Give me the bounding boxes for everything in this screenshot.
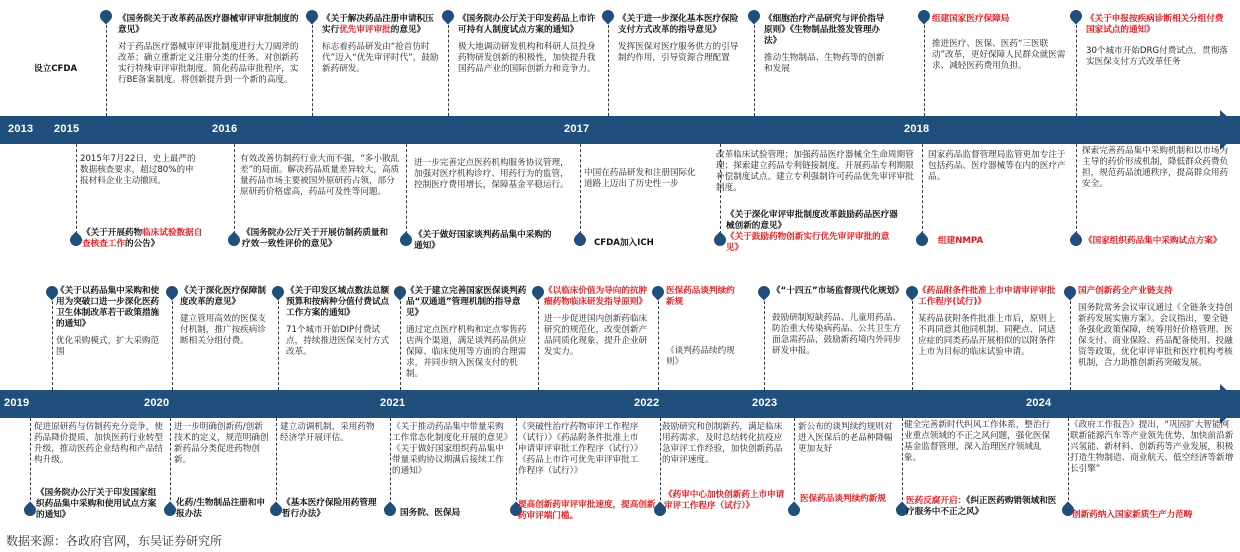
year-label: 2021	[380, 397, 406, 409]
event-desc: 鼓励研制短缺药品、儿童用药品、防治重大传染病药品、公共卫生方面急需药品，鼓励新药境内外同步研发申报。	[772, 313, 901, 356]
event-2024-bottom	[1070, 420, 1234, 475]
event-2023-bottom-a-title	[800, 494, 892, 505]
event-desc: 优化采购模式，扩大采购范围	[56, 336, 160, 357]
event-2019-bottom-title	[36, 488, 164, 521]
event-title: 《药审中心加快创新药上市申请审评工作程序（试行）》	[664, 490, 785, 511]
event-2017-top-b	[764, 14, 890, 75]
event-title: 《关于深化医疗保障制度改革的意见》	[180, 286, 266, 307]
event-2016-top-a	[322, 14, 440, 75]
year-label: 2023	[752, 397, 778, 409]
event-marker-icon	[746, 8, 763, 25]
event-marker-icon	[1062, 284, 1079, 301]
event-marker-icon	[1068, 8, 1085, 25]
event-desc: 建立管用高效的医保支付机制，推广按疾病诊断相关分组付费。	[180, 314, 266, 346]
event-marker-icon	[572, 232, 589, 249]
event-desc: 进一步明确创新药/创新技术的定义，规范明确创新药品分类促进药物创新。	[174, 422, 269, 465]
event-2020-bottom-b-title	[282, 498, 382, 520]
event-2023-bottom-b	[904, 420, 1058, 464]
event-title: 《关于建立完善国家医保谈判药品“双通道”管理机制的指导意见》	[406, 286, 527, 318]
event-desc: 新公布的谈判续约规则对进入医保后的老品种降幅更加友好	[798, 422, 893, 454]
event-2015-bottom	[80, 154, 196, 187]
event-2020-bottom-a	[174, 422, 270, 466]
timeline-band-1	[0, 116, 1240, 144]
event-2021-top-b	[544, 286, 652, 358]
event-2016-bottom-b	[414, 158, 570, 191]
event-2019-top	[56, 286, 164, 358]
event-title: 《基本医疗保险用药管理暂行办法》	[282, 498, 377, 519]
event-desc: 进一步促进国内创新药临床研究的规范化，改变创新产品同质化现象，提升企业研发实力。	[544, 314, 648, 357]
event-title: 《国务院办公厅关于开展仿制药质量和疗效一致性评价的意见》	[242, 228, 389, 249]
event-desc: 极大地调动研发机构和科研人员投身药物研发创新的积极性，加快提升我国药品产业的国际创新力和竞争力。	[458, 42, 596, 74]
event-2022-top-a	[666, 286, 738, 368]
event-2021-bottom-b-title	[518, 500, 658, 522]
event-2020-top-a	[180, 286, 270, 347]
event-marker-icon	[304, 8, 321, 25]
event-marker-icon	[226, 232, 243, 249]
event-marker-icon	[650, 284, 667, 301]
event-2024-top	[1078, 286, 1234, 369]
event-marker-icon	[916, 8, 933, 25]
event-title: 《国务院办公厅关于印发国家组织药品集中采购和使用试点方案的通知》	[36, 488, 157, 520]
event-desc: 《关于推动药品集中带量采购工作常态化制度化开展的意见》《关于做好国家组织药品集中带量采购协议期满后接续工作的通知》	[392, 422, 509, 476]
event-desc: 探索完善药品集中采购机制和以市场为主导的药价形成机制，降低群众药费负担，规范药品流通秩序，提高群众用药安全。	[1082, 146, 1229, 189]
event-desc: 进一步完善定点医药机构服务协议管理，加强对医疗机构诊疗、用药行为的监管，控制医疗费用增长，保障基金平稳运行。	[414, 158, 569, 190]
event-marker-icon	[164, 284, 181, 301]
event-title: 《国家组织药品集中采购试点方案》	[1084, 236, 1222, 246]
event-title: 《关于开展药物临床试验数据自查核查工作的公告》	[82, 228, 203, 249]
event-desc: 某药品获附条件批准上市后，原则上不再同意其他同机制、同靶点、同适应症的同类药品开展相似的以附条件上市为目标的临床试验申请。	[918, 314, 1056, 357]
event-2020-bottom-a-title	[176, 498, 270, 520]
event-2017-top-a	[618, 14, 742, 64]
event-desc: 发挥医保对医疗服务供方的引导制约作用，引导资源合理配置	[618, 42, 739, 63]
event-2019-bottom	[34, 422, 164, 466]
event-2020-bottom-b	[280, 422, 380, 444]
event-2016-bottom-b-title	[414, 230, 560, 252]
event-desc: 对于药品医疗器械审评审批制度进行大刀阔斧的改革；确立重新定义注册分类的任务。对创新药实行特殊审评审批制度。简化药品审批程序，实行BE备案制度。将创新提升到一个新的高度。	[118, 42, 299, 85]
event-2017-bottom-b-title	[726, 210, 902, 254]
event-desc: 推进医疗、医保、医药“三医联动”改革，更好保障人民群众就医需求、减轻医药费用负担。	[932, 39, 1066, 71]
event-title: 提高创新药审评审批速度，提高创新药审评端门槛。	[518, 500, 656, 521]
event-title: 《国务院关于改革药品医疗器械审评审批制度的意见》	[118, 14, 299, 35]
year-label: 2018	[904, 123, 930, 135]
data-source-note: 数据来源：各政府官网，东吴证券研究所	[6, 534, 223, 548]
event-title: 《关于印发区域点数法总额预算和按病种分值付费试点工作方案的通知》	[286, 286, 390, 318]
year-label: 2020	[144, 397, 170, 409]
event-2022-bottom-a-title	[664, 490, 790, 512]
event-title: 国务院、医保局	[400, 508, 461, 518]
event-2018-bottom-b	[1082, 146, 1232, 190]
event-title: 组建NMPA	[938, 236, 984, 246]
event-2018-bottom-a-title	[938, 236, 1038, 247]
event-title: 《国务院办公厅关于印发药品上市许可持有人制度试点方案的通知》	[458, 14, 596, 35]
event-title: 医保药品谈判续约新规	[666, 286, 735, 307]
event-desc: 国家药品监督管理局监管更加专注于包括药品、医疗器械等在内的医疗产品。	[928, 150, 1066, 182]
event-2015-top	[118, 14, 306, 86]
event-title: 组建国家医疗保障局	[932, 14, 1010, 24]
year-label: 2019	[4, 397, 30, 409]
event-desc: 《谈判药品续约规则》	[666, 346, 735, 367]
event-title: 化药/生物制品注册和申报办法	[176, 498, 266, 519]
event-desc: 推动生物制品、生物药等的创新和发展	[764, 53, 885, 74]
event-2016-bottom-a	[240, 154, 400, 198]
year-label: 2015	[54, 123, 80, 135]
event-2023-bottom-a	[798, 422, 896, 455]
event-2013-top	[34, 64, 104, 75]
event-title: 《细胞治疗产品研究与评价指导原则》《生物制品批签发管理办法》	[764, 14, 885, 46]
event-title: 《关于以药品集中采购和使用为突破口进一步深化医药卫生体制改革若干政策措施的通知》	[56, 286, 160, 329]
event-desc: 71个城市开始DIP付费试点，持续推进医保支付方式改革。	[286, 325, 390, 357]
year-label: 2024	[1026, 397, 1052, 409]
event-2020-top-b	[286, 286, 392, 358]
event-2021-bottom-a-title	[400, 508, 500, 519]
year-label: 2022	[634, 397, 660, 409]
event-2018-bottom-b-title	[1084, 236, 1236, 247]
event-2023-top	[918, 286, 1058, 358]
event-title: CFDA加入ICH	[594, 238, 654, 248]
timeline-band-2	[0, 390, 1240, 418]
event-desc: 中国在药品研发和注册国际化道路上迈出了历史性一步	[584, 168, 696, 189]
event-desc: 国务院常务会议审议通过《全链条支持创新药发展实施方案》。会议指出，要全链条强化政策保障，统筹用好价格管理、医保支付、商业保险、药品配备使用、投融资等政策，优化审评审批和医疗机构考核机制，合力助推创新药突破发展。	[1078, 303, 1233, 368]
event-marker-icon	[398, 232, 415, 249]
event-title: 《以临床价值为导向的抗肿瘤药物临床研发指导原则》	[544, 286, 648, 307]
event-2022-bottom-a	[662, 422, 786, 466]
event-marker-icon	[600, 8, 617, 25]
event-title: 医药反腐开启：《纠正医药购销领域和医疗服务中不正之风》	[906, 496, 1057, 517]
event-desc: 改革临床试验管理；加强药品医疗器械全生命周期管理；探索建立药品专利链接制度。开展药品专利期限补偿制度试点。建立专利强制许可药品优先审评审批制度。	[716, 150, 914, 193]
event-title: 医保药品谈判续约新规	[800, 494, 886, 504]
event-desc: 2015年7月22日，史上最严的数据核查要求，超过80%的申报材料企业主动撤回。	[80, 154, 196, 186]
event-title: 设立CFDA	[34, 64, 78, 74]
event-title: 《关于申报按疾病诊断相关分组付费国家试点的通知》	[1086, 14, 1224, 35]
event-desc: 建立动调机制，采用药物经济学开展评估。	[280, 422, 375, 443]
year-label: 2017	[564, 123, 590, 135]
event-title: 《关于进一步深化基本医疗保险支付方式改革的指导意见》	[618, 14, 739, 35]
event-2023-bottom-b-title	[906, 496, 1062, 518]
event-2021-bottom-b	[518, 422, 644, 477]
event-marker-icon	[756, 284, 773, 301]
event-marker-icon	[382, 502, 399, 519]
event-2017-bottom-a	[584, 168, 696, 190]
event-2018-top-a	[932, 14, 1066, 72]
event-desc: 促进原研药与仿制药充分竞争，使药品降价提质，加快医药行业转型升级，推动医药企业结构和产品结构升级。	[34, 422, 163, 465]
event-title: 《关于深化审评审批制度改革鼓励药品医疗器械创新的意见》	[726, 210, 898, 231]
event-marker-icon	[1068, 232, 1085, 249]
event-desc: 通过定点医疗机构和定点零售药店两个渠道，满足谈判药品供应保障、临床使用等方面的合理需求，并同步纳入医保支付的机制。	[406, 325, 527, 379]
event-desc: 有效改善仿制药行业大而不强，“多小散乱差”的局面。解决药品质量差异较大，高质量药品市场主要被国外原研药占领，部分原研药价格虚高，药品可及性等问题。	[240, 154, 400, 197]
event-title: 国产创新药全产业链支持	[1078, 286, 1173, 296]
event-desc: 30个城市开始DRG付费试点，贯彻落实医保支付方式改革任务	[1086, 46, 1228, 67]
event-marker-icon	[440, 8, 457, 25]
event-title: 《关于解决药品注册申请积压实行优先审评审批的意见》	[322, 14, 434, 35]
event-2022-top-b	[772, 286, 902, 357]
event-marker-icon	[98, 8, 115, 25]
event-title: 《“十四五”市场监督现代化规划》	[772, 286, 904, 296]
event-desc: 标志着药品研发由“抢首仿时代”迈入“优先审评时代”，鼓励新药研发。	[322, 42, 439, 74]
event-title-secondary: 《关于鼓励药物创新实行优先审评审批的意见》	[726, 232, 890, 253]
event-2021-top-a	[406, 286, 530, 380]
event-desc: 《突破性治疗药物审评工作程序（试行）》《药品附条件批准上市申请审评审批工作程序（试行）》《药品上市许可优先审评审批工作程序（试行）》	[518, 422, 643, 476]
year-label: 2016	[212, 123, 238, 135]
event-title: 《药品附条件批准上市申请审评审批工作程序(试行)》	[918, 286, 1056, 307]
event-title: 创新药纳入国家新质生产力范畴	[1072, 510, 1193, 520]
year-label: 2013	[8, 123, 34, 135]
event-2016-bottom-a-title	[242, 228, 392, 250]
event-desc: 鼓励研究和创制新药，满足临床用药需求，及时总结转化抗疫应急审评工作经验，加快创新药品的审评速度。	[662, 422, 783, 465]
event-2024-bottom-title	[1072, 510, 1236, 521]
event-2021-bottom-a	[392, 422, 512, 477]
event-2017-bottom-b	[716, 150, 914, 194]
event-2018-bottom-a	[928, 150, 1066, 183]
event-2017-bottom-a-title	[594, 238, 694, 249]
event-desc: 健全完善新时代纠风工作体系，整治行业重点领域的不正之风问题，强化医保基金监督管理，深入治理医疗领域乱象。	[904, 420, 1051, 463]
event-desc: 《政府工作报告》提出，“巩固扩大智能网联新能源汽车等产业领先优势，加快前沿新兴氢能、新材料、创新药等产业发展，积极打造生物制造、商业航天、低空经济等新增长引擎”	[1070, 420, 1234, 474]
event-marker-icon	[914, 232, 931, 249]
event-2015-bottom-title	[82, 228, 210, 250]
event-2016-top-b	[458, 14, 596, 75]
event-2018-top-b	[1086, 14, 1232, 68]
event-marker-icon	[270, 284, 287, 301]
event-title: 《关于做好国家谈判药品集中采购的通知》	[414, 230, 552, 251]
